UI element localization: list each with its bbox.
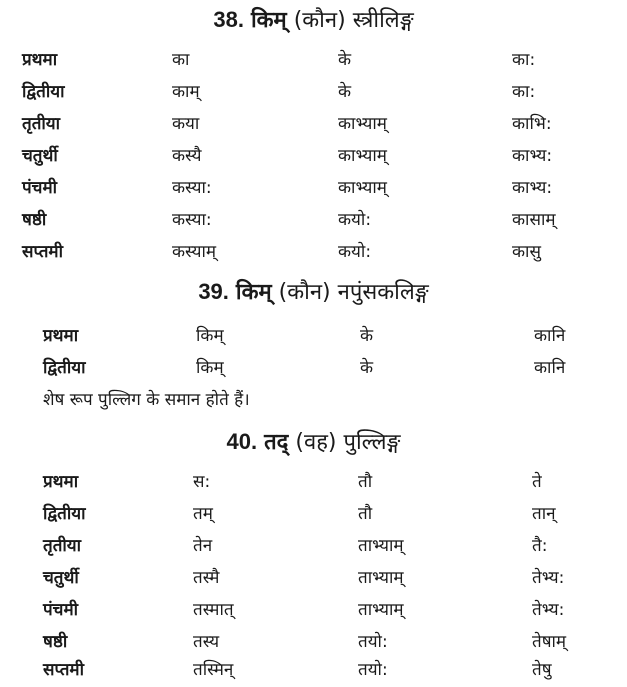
declension-row — [0, 110, 627, 138]
plural-form: तेषाम् — [532, 632, 567, 652]
case-name: पंचमी — [43, 600, 79, 620]
case-name: सप्तमी — [43, 660, 84, 680]
singular-form: तस्मिन् — [193, 660, 234, 680]
section-stem: तद् — [264, 430, 289, 455]
section-number: 39. — [198, 279, 229, 304]
plural-form: तेषु — [532, 660, 552, 680]
plural-form: कानि — [534, 358, 566, 378]
singular-form: किम् — [196, 326, 224, 346]
declension-row — [0, 322, 627, 350]
section-heading — [0, 278, 627, 307]
dual-form: के — [338, 50, 352, 70]
declension-row — [0, 564, 627, 592]
singular-form: कया — [172, 114, 200, 134]
plural-form: कासु — [512, 242, 541, 262]
section-stem: किम् — [235, 280, 272, 305]
section-gloss: (कौन) — [293, 8, 346, 33]
dual-form: के — [338, 82, 352, 102]
section-number: 40. — [226, 429, 258, 454]
case-name: प्रथमा — [22, 50, 58, 70]
section-gloss: (वह) — [295, 430, 337, 455]
dual-form: तौ — [358, 472, 373, 492]
plural-form: काभ्य: — [512, 146, 553, 166]
section-stem: किम् — [250, 8, 287, 33]
case-name: चतुर्थी — [43, 568, 79, 588]
dual-form: तौ — [358, 504, 373, 524]
plural-form: तेभ्य: — [532, 600, 565, 620]
singular-form: तम् — [193, 504, 213, 524]
dual-form: ताभ्याम् — [358, 568, 404, 588]
plural-form: कानि — [534, 326, 566, 346]
dual-form: कयो: — [338, 210, 372, 230]
case-name: द्वितीया — [22, 82, 65, 102]
declension-row — [0, 238, 627, 266]
plural-form: का: — [512, 82, 536, 102]
dual-form: काभ्याम् — [338, 178, 387, 198]
singular-form: कस्याम् — [172, 242, 217, 262]
case-name: द्वितीया — [43, 504, 86, 524]
dual-form: कयो: — [338, 242, 372, 262]
dual-form: काभ्याम् — [338, 114, 387, 134]
plural-form: तै: — [532, 536, 548, 556]
singular-form: तस्मात् — [193, 600, 234, 620]
declension-row — [0, 206, 627, 234]
declension-row — [0, 354, 627, 382]
case-name: प्रथमा — [43, 472, 79, 492]
singular-form: का — [172, 50, 190, 70]
plural-form: तेभ्य: — [532, 568, 565, 588]
singular-form: तस्मै — [193, 568, 220, 588]
singular-form: किम् — [196, 358, 224, 378]
dual-form: तयो: — [358, 660, 388, 680]
plural-form: कासाम् — [512, 210, 556, 230]
section-gloss: (कौन) — [278, 280, 331, 305]
singular-form: कस्यै — [172, 146, 202, 166]
declension-row — [0, 174, 627, 202]
declension-row — [0, 532, 627, 560]
declension-row — [0, 468, 627, 496]
declension-row — [0, 656, 627, 684]
declension-row — [0, 628, 627, 656]
dual-form: के — [360, 326, 374, 346]
dual-form: तयो: — [358, 632, 388, 652]
section-heading — [0, 6, 627, 35]
declension-row — [0, 596, 627, 624]
case-name: षष्ठी — [43, 632, 68, 652]
singular-form: स: — [193, 472, 211, 492]
dual-form: के — [360, 358, 374, 378]
section-gender: स्त्रीलिङ्ग — [352, 8, 414, 33]
plural-form: ते — [532, 472, 542, 492]
singular-form: कस्या: — [172, 178, 212, 198]
dual-form: ताभ्याम् — [358, 536, 404, 556]
case-name: सप्तमी — [22, 242, 63, 262]
case-name: तृतीया — [22, 114, 61, 134]
case-name: पंचमी — [22, 178, 58, 198]
case-name: षष्ठी — [22, 210, 47, 230]
declension-row — [0, 500, 627, 528]
section-gender: पुल्लिङ्ग — [343, 430, 401, 455]
plural-form: तान् — [532, 504, 556, 524]
case-name: तृतीया — [43, 536, 82, 556]
plural-form: काभि: — [512, 114, 552, 134]
case-name: चतुर्थी — [22, 146, 58, 166]
declension-row — [0, 78, 627, 106]
declension-row — [0, 46, 627, 74]
plural-form: काभ्य: — [512, 178, 553, 198]
declension-row — [0, 142, 627, 170]
dual-form: ताभ्याम् — [358, 600, 404, 620]
case-name: प्रथमा — [43, 326, 79, 346]
section-number: 38. — [213, 7, 244, 32]
case-name: द्वितीया — [43, 358, 86, 378]
dual-form: काभ्याम् — [338, 146, 387, 166]
section-heading — [0, 428, 627, 457]
plural-form: का: — [512, 50, 536, 70]
singular-form: कस्या: — [172, 210, 212, 230]
section-gender: नपुंसकलिङ्ग — [337, 280, 429, 305]
singular-form: तेन — [193, 536, 213, 556]
singular-form: काम् — [172, 82, 200, 102]
singular-form: तस्य — [193, 632, 220, 652]
section-note: शेष रूप पुल्लिग के समान होते हैं। — [43, 390, 250, 410]
